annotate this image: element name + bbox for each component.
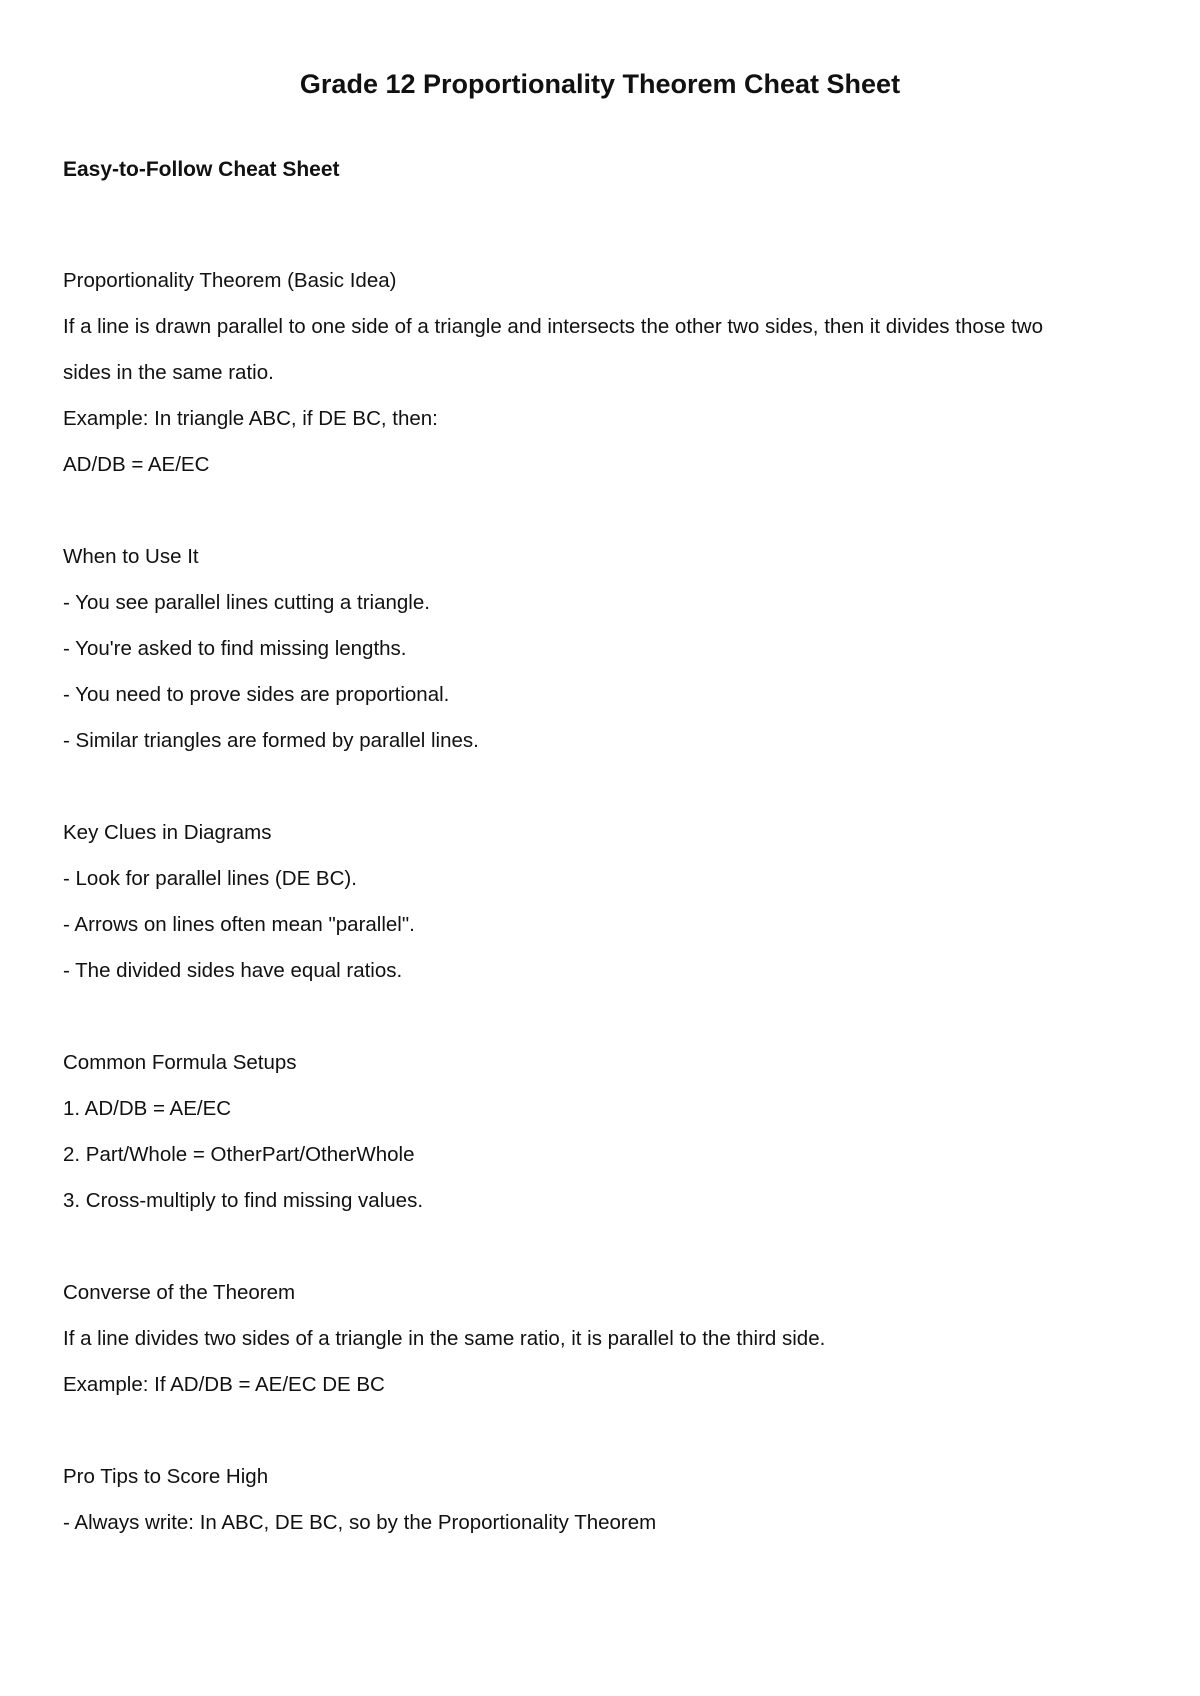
list-item: 1. AD/DB = AE/EC — [63, 1097, 232, 1120]
section-heading-basic-idea: Proportionality Theorem (Basic Idea) — [63, 269, 397, 292]
list-item: - Arrows on lines often mean "parallel". — [63, 913, 415, 936]
converse-example: Example: If AD/DB = AE/EC DE BC — [63, 1373, 385, 1396]
list-item: - Similar triangles are formed by parallel lines. — [63, 729, 479, 752]
list-item: - Always write: In ABC, DE BC, so by the Proportionality Theorem — [63, 1511, 657, 1534]
list-item: - You need to prove sides are proportional. — [63, 683, 450, 706]
list-item: - The divided sides have equal ratios. — [63, 959, 403, 982]
section-heading-pro-tips: Pro Tips to Score High — [63, 1465, 269, 1488]
list-item: - You're asked to find missing lengths. — [63, 637, 407, 660]
list-item: 2. Part/Whole = OtherPart/OtherWhole — [63, 1143, 415, 1166]
page-title: Grade 12 Proportionality Theorem Cheat Sheet — [299, 69, 901, 99]
section-heading-key-clues: Key Clues in Diagrams — [63, 821, 272, 844]
list-item: - Look for parallel lines (DE BC). — [63, 867, 357, 890]
list-item: - You see parallel lines cutting a triangle. — [63, 591, 430, 614]
section-heading-formulas: Common Formula Setups — [63, 1051, 297, 1074]
converse-text: If a line divides two sides of a triangle in the same ratio, it is parallel to the third side. — [63, 1327, 826, 1350]
section-heading-converse: Converse of the Theorem — [63, 1281, 296, 1304]
list-item: 3. Cross-multiply to find missing values. — [63, 1189, 424, 1212]
basic-idea-text-line-2: sides in the same ratio. — [63, 361, 274, 384]
section-heading-when-to-use: When to Use It — [63, 545, 199, 568]
basic-idea-example: Example: In triangle ABC, if DE BC, then: — [63, 407, 438, 430]
basic-idea-formula: AD/DB = AE/EC — [63, 453, 210, 476]
basic-idea-text-line-1: If a line is drawn parallel to one side of a triangle and intersects the other two sides, then it divides those two — [63, 315, 1043, 338]
page-subtitle: Easy-to-Follow Cheat Sheet — [63, 158, 340, 181]
